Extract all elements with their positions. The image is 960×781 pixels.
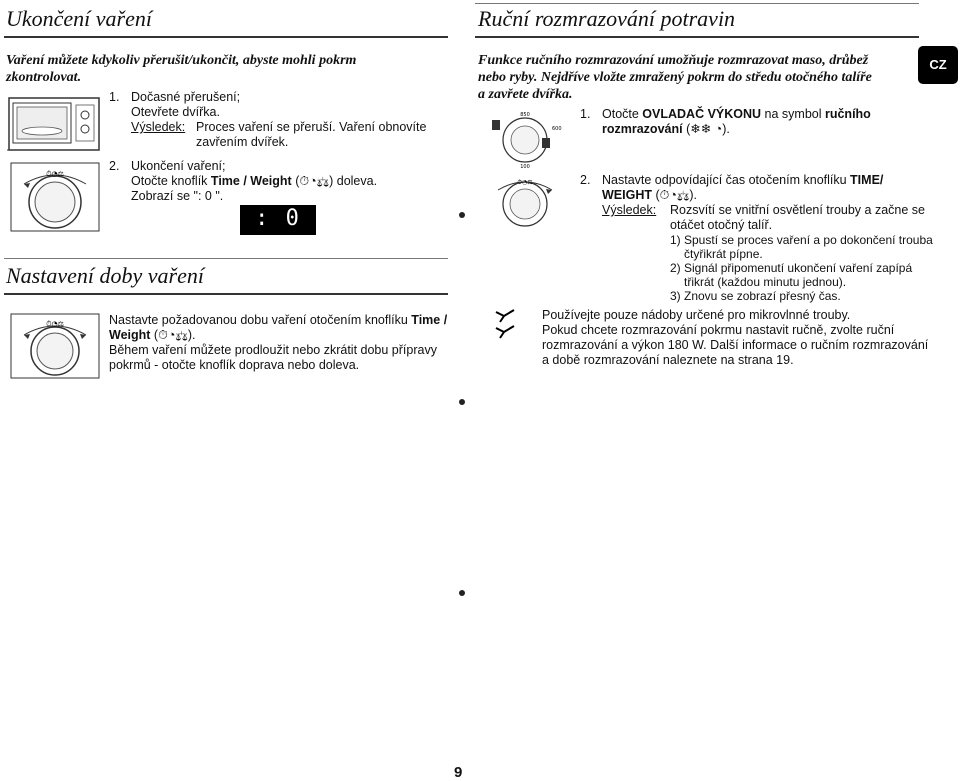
defrost-step2-line2: WEIGHT (⏱◔⚖). xyxy=(602,188,698,202)
heading-rule xyxy=(4,36,448,38)
defrost-intro-line1: Funkce ručního rozmrazování umožňuje rozmrazovat maso, drůbež xyxy=(478,53,869,68)
defrost-result-item1-line1: 1) Spustí se proces vaření a po dokončení trouba xyxy=(670,233,933,247)
defrost-result-item1-line2: čtyřikrát pípne. xyxy=(684,247,763,261)
result-label: Výsledek: xyxy=(602,203,657,217)
note1-text: Používejte pouze nádoby určené pro mikrovlnné trouby. xyxy=(542,308,851,322)
defrost-intro-line3: a zavřete dvířka. xyxy=(478,87,573,102)
note2-line3: a době rozmrazování naleznete na strana 19. xyxy=(542,353,794,367)
defrost-intro-line2: nebo ryby. Nejdříve vložte zmražený pokrm do středu otočného talíře xyxy=(478,70,872,85)
defrost-result-line2: otáčet otočný talíř. xyxy=(670,218,773,232)
step1-result-line1: Proces vaření se přeruší. Vaření obnovíte xyxy=(196,120,427,134)
step1-line1: Dočasné přerušení; xyxy=(131,90,241,104)
section-heading-stop-cooking: Ukončení vaření xyxy=(6,6,152,31)
svg-text:600: 600 xyxy=(552,126,562,132)
svg-text:850: 850 xyxy=(520,112,530,118)
step2-line1: Ukončení vaření; xyxy=(131,159,226,173)
heading-rule xyxy=(475,3,919,4)
step1-result-line2: zavřením dvířek. xyxy=(196,135,289,149)
note-icon xyxy=(494,309,516,323)
section-heading-manual-defrost: Ruční rozmrazování potravin xyxy=(478,6,736,31)
defrost-result-line1: Rozsvítí se vnitřní osvětlení trouby a začne se xyxy=(670,203,925,217)
note2-line1: Pokud chcete rozmrazování pokrmu nastavit ručně, zvolte ruční xyxy=(542,323,895,337)
stop-cooking-intro-line1: Vaření můžete kdykoliv přerušit/ukončit, abyste mohli pokrm xyxy=(6,53,357,68)
step-number: 2. xyxy=(580,173,591,187)
binding-dot xyxy=(459,212,465,218)
step1-line2: Otevřete dvířka. xyxy=(131,105,220,119)
time-weight-dial-illustration xyxy=(10,313,100,379)
note2-line2: rozmrazování a výkon 180 W. Další informace o ručním rozmrazování xyxy=(542,338,929,352)
set-time-line2: Weight (⏱◔⚖). xyxy=(109,328,196,342)
defrost-result-item2-line1: 2) Signál připomenutí ukončení vaření zapípá xyxy=(670,261,913,275)
microwave-open-door-illustration xyxy=(8,97,100,151)
step-number: 1. xyxy=(109,90,120,104)
svg-text:⏱◔⚖: ⏱◔⚖ xyxy=(46,320,64,328)
language-badge: CZ xyxy=(918,46,958,84)
page-number: 9 xyxy=(454,764,463,781)
heading-rule xyxy=(4,293,448,295)
defrost-result-item3: 3) Znovu se zobrazí přesný čas. xyxy=(670,289,841,303)
set-time-line4: pokrmů - otočte knoflík doprava nebo doleva. xyxy=(109,358,360,372)
time-weight-dial-illustration xyxy=(490,172,560,230)
heading-rule xyxy=(4,258,448,259)
svg-text:⏱◔⚖: ⏱◔⚖ xyxy=(517,179,533,186)
svg-text:⏱◔⚖: ⏱◔⚖ xyxy=(46,170,64,178)
binding-dot xyxy=(459,399,465,405)
svg-text:100: 100 xyxy=(520,164,530,170)
section-heading-set-time: Nastavení doby vaření xyxy=(6,263,204,288)
result-label: Výsledek: xyxy=(131,120,186,134)
binding-dot xyxy=(459,590,465,596)
time-weight-dial-illustration xyxy=(10,162,100,232)
defrost-step2-line1: Nastavte odpovídající čas otočením knoflíku TIME/ xyxy=(602,173,884,187)
step2-line2: Otočte knoflík Time / Weight (⏱◔⚖) doleva. xyxy=(131,174,378,188)
defrost-step1-line2: rozmrazování (❄❄ ◔). xyxy=(602,122,730,136)
step-number: 2. xyxy=(109,159,120,173)
defrost-step1-line1: Otočte OVLADAČ VÝKONU na symbol ručního xyxy=(602,107,871,121)
heading-rule xyxy=(475,36,919,38)
display-panel: : 0 xyxy=(240,205,316,235)
step2-line3: Zobrazí se ": 0 ". xyxy=(131,189,224,203)
step-number: 1. xyxy=(580,107,591,121)
set-time-line3: Během vaření můžete prodloužit nebo zkrátit dobu přípravy xyxy=(109,343,437,357)
power-dial-illustration xyxy=(490,110,560,170)
defrost-result-item2-line2: třikrát (každou minutu jednou). xyxy=(684,275,847,289)
stop-cooking-intro-line2: zkontrolovat. xyxy=(6,70,82,85)
note-icon xyxy=(494,325,516,339)
set-time-line1: Nastavte požadovanou dobu vaření otočením knoflíku Time / xyxy=(109,313,448,327)
